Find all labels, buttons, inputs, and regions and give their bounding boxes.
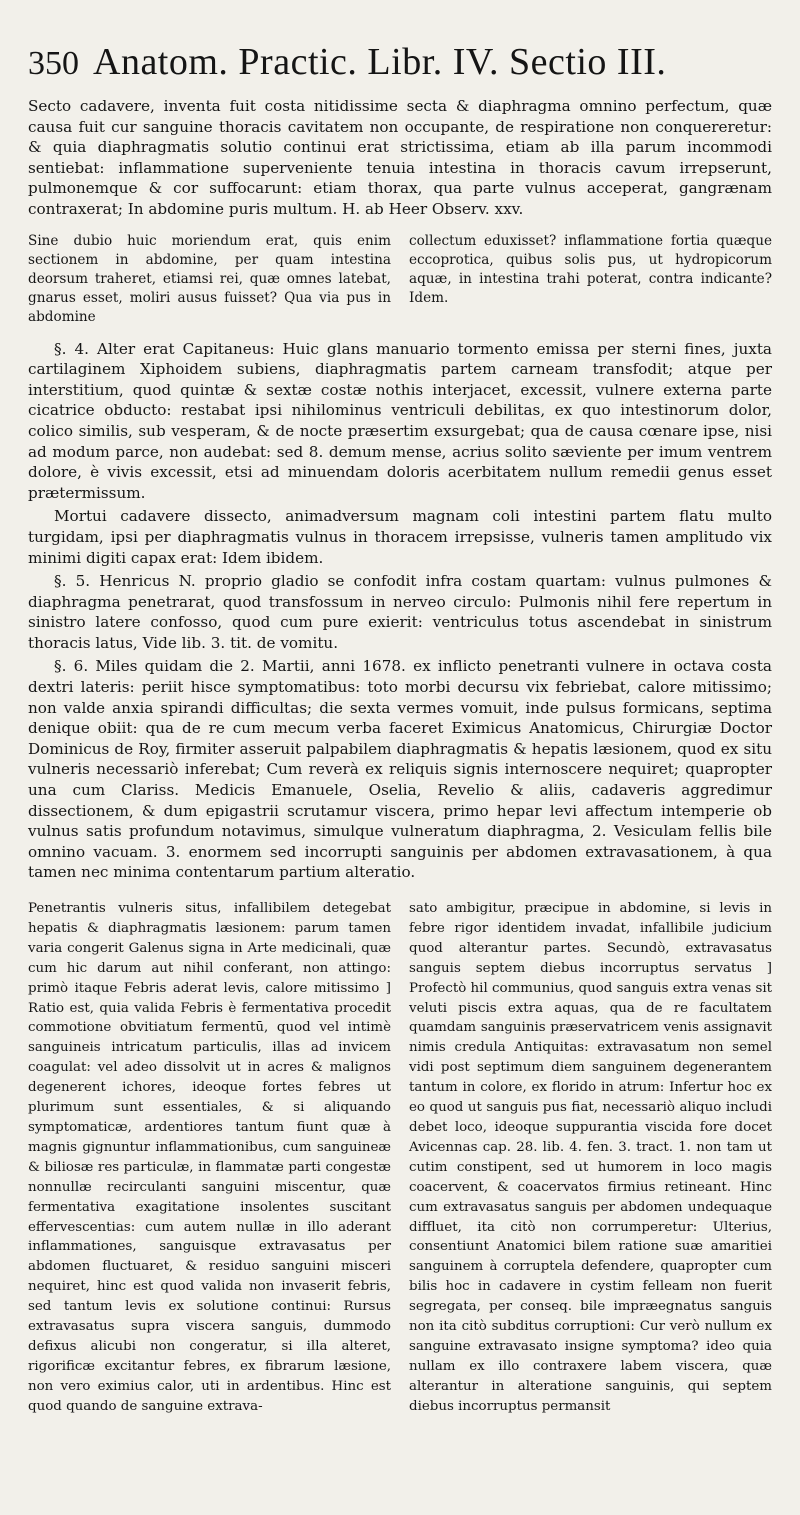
right-column <box>409 899 772 1417</box>
sections-block <box>28 339 772 883</box>
running-head <box>28 40 772 84</box>
section-6: §. 6. Miles quidam die 2. Martii, anni 1678. ex inflicto penetranti vulnere in octava costa dextri lateris: periit hisce symptomatibus: toto morbi decursu vix febriebat, calore mitissimo; non valde anxia spirandi difficultas; die sexta vermes vomuit, inde pulsus formicans, septima denique obiit: qua de re cum mecum verba faceret Eximicus Anatomicus, Chirurgiæ Doctor Dominicus de Roy, firmiter asseruit palpabilem diaphragmatis & hepatis læsionem, quod ex situ vulneris necessariò inferebat; Cum reverà ex reliquis signis internoscere nequiret; quapropter una cum Clariss. Medicis Emanuele, Oselia, Revelio & aliis, cadaveris aggredimur dissectionem, & dum epigastrii scrutamur viscera, primo hepar levi affectum intemperie ob vulnus satis profundum notavimus, simulque vulneratum diaphragma, 2. Vesiculam fellis bile omnino vacuam. 3. enormem sed incorrupti sanguinis per abdomen extravasationem, à qua tamen nec minima contentarum partium alteratio. <box>28 657 772 882</box>
left-column <box>28 899 391 1417</box>
page-number: 350 <box>28 45 79 82</box>
scholia-right: sato ambigitur, præcipue in abdomine, si levis in febre rigor identidem invadat, infallibile judicium quod alterantur partes. Secundò, extravasatus sanguis septem diebus incorruptus servatus ] Profectò hil communius, quod sanguis extra venas sit veluti piscis extra aquas, qua de re facultatem quamdam sanguinis præservatricem venis assignavit nimis credula Antiquitas: extravasatum non semel vidi post septimum diem sanguinem degenerantem tantum in colore, ex florido in atrum: Infertur hoc ex eo quod ut sanguis pus fiat, necessariò aliquo includi debet loco, ideoque suppurantia viscida fore docet Avicennas cap. 28. lib. 4. fen. 3. tract. 1. non tam ut cutim constipent, sed ut humorem in loco magis coacervent, & coacervatos firmius retineant. Hinc cum extravasatus sanguis per abdomen undequaque diffluet, ita citò non corrumperetur: Ulterius, consentiunt Anatomici bilem ratione suæ amaritiei sanguinem à corruptela defendere, quapropter cum bilis hoc in cadavere in cystim felleam non fuerit segregata, per conseq. bile impræegnatus sanguis non ita citò subditus corruptioni: Cur verò nullum ex sanguine extravasato insigne symptoma? ideo quia nullam ex illo contraxere labem viscera, quæ alterantur in alteratione sanguinis, qui septem diebus incorruptus permansit <box>409 901 772 1414</box>
running-title: Anatom. Practic. Libr. IV. Sectio III. <box>93 41 667 83</box>
section-5: §. 5. Henricus N. proprio gladio se confodit infra costam quartam: vulnus pulmones & diaphragma penetrarat, quod transfossum in nerveo circulo: Pulmonis nihil fere repertum in sinistro latere confosso, quod cum pure exierit: ventriculus totus ascendebat in sinistrum thoracis latus, Vide lib. 3. tit. de vomitu. <box>28 572 772 652</box>
section-4: §. 4. Alter erat Capitaneus: Huic glans manuario tormento emissa per sterni fines, juxta cartilaginem Xiphoidem subiens, diaphragmatis partem carneam transfodit; atque per interstitium, quod quintæ & sextæ costæ nothis interjacet, excessit, vulnere externa parte cicatrice obducto: restabat ipsi nihilominus ventriculi debilitas, ex quo intestinorum dolor, colico similis, sub vesperam, & de nocte præsertim exsurgebat; qua de causa cœnare ipse, nisi ad modum parce, non audebat: sed 8. demum mense, acrius solito sæviente per imum ventrem dolore, è vivis excessit, etsi ad minuendam doloris acerbitatem nullum remedii genus esset prætermissum. <box>28 339 772 502</box>
commentary-right: collectum eduxisset? inflammatione fortia quæque eccoprotica, quibus solis pus, ut hydropicorum aquæ, in intestina trahi poterat, contra indicante? Idem. <box>409 232 772 306</box>
commentary-left: Sine dubio huic moriendum erat, quis enim sectionem in abdomine, per quam intestina deorsum traheret, etiamsi rei, quæ omnes latebat, gnarus esset, moliri ausus fuisset? Qua via pus in abdomine <box>28 232 391 325</box>
intro-paragraph: Secto cadavere, inventa fuit costa nitidissime secta & diaphragma omnino perfectum, quæ causa fuit cur sanguine thoracis cavitatem non occupante, de respiratione non conquereretur: & quia diaphragmatis solutio continui erat strictissima, etiam ab illa parum incommodi sentiebat: inflammatione superveniente tenuia intestina in thoracis cavum irrepserunt, pulmonemque & cor suffocarunt: etiam thorax, qua parte vulnus acceperat, gangrænam contraxerat; In abdomine puris multum. H. ab Heer Observ. xxv. <box>28 97 772 218</box>
two-column-block-bottom <box>28 899 772 1417</box>
left-column <box>28 232 391 327</box>
two-column-block-top <box>28 232 772 327</box>
scholia-left: Penetrantis vulneris situs, infallibilem detegebat hepatis & diaphragmatis læsionem: parum tamen varia congerit Galenus signa in Arte medicinali, quæ cum hic darum aut nihil conferant, non attingo: primò itaque Febris aderat levis, calore mitissimo ] Ratio est, quia valida Febris è fermentativa procedit commotione obvitiatum fermentū, quod vel intimè sanguineis intricatum particulis, illas ad invicem coagulat: vel adeo dissolvit ut in acres & malignos degenerent ichores, ideoque fortes febres ut plurimum sunt essentiales, & si aliquando symptomaticæ, ardentiores tantum fiunt quæ à magnis gignuntur inflammationibus, cum sanguineæ & biliosæ res particulæ, in flammatæ parti congestæ nonnullæ recirculanti sanguini miscentur, quæ fermentativa exagitatione insolentes suscitant effervescentias: cum autem nullæ in illo aderant inflammationes, sanguisque extravasatus per abdomen fluctuaret, & residuo sanguini misceri nequiret, hinc est quod valida non invaserit febris, sed tantum levis ex solutione continui: Rursus extravasatus supra viscera sanguis, dummodo defixus alicubi non congeratur, si illa alteret, rigorificæ excitantur febres, ex fibrarum læsione, non vero eximius calor, uti in ardentibus. Hinc est quod quando de sanguine extrava- <box>28 901 391 1414</box>
right-column <box>409 232 772 327</box>
section-4-autopsy: Mortui cadavere dissecto, animadversum magnam coli intestini partem flatu multo turgidam, ipsi per diaphragmatis vulnus in thoracem irrepsisse, vulneris tamen amplitudo vix minimi digiti capax erat: Idem ibidem. <box>28 507 772 567</box>
